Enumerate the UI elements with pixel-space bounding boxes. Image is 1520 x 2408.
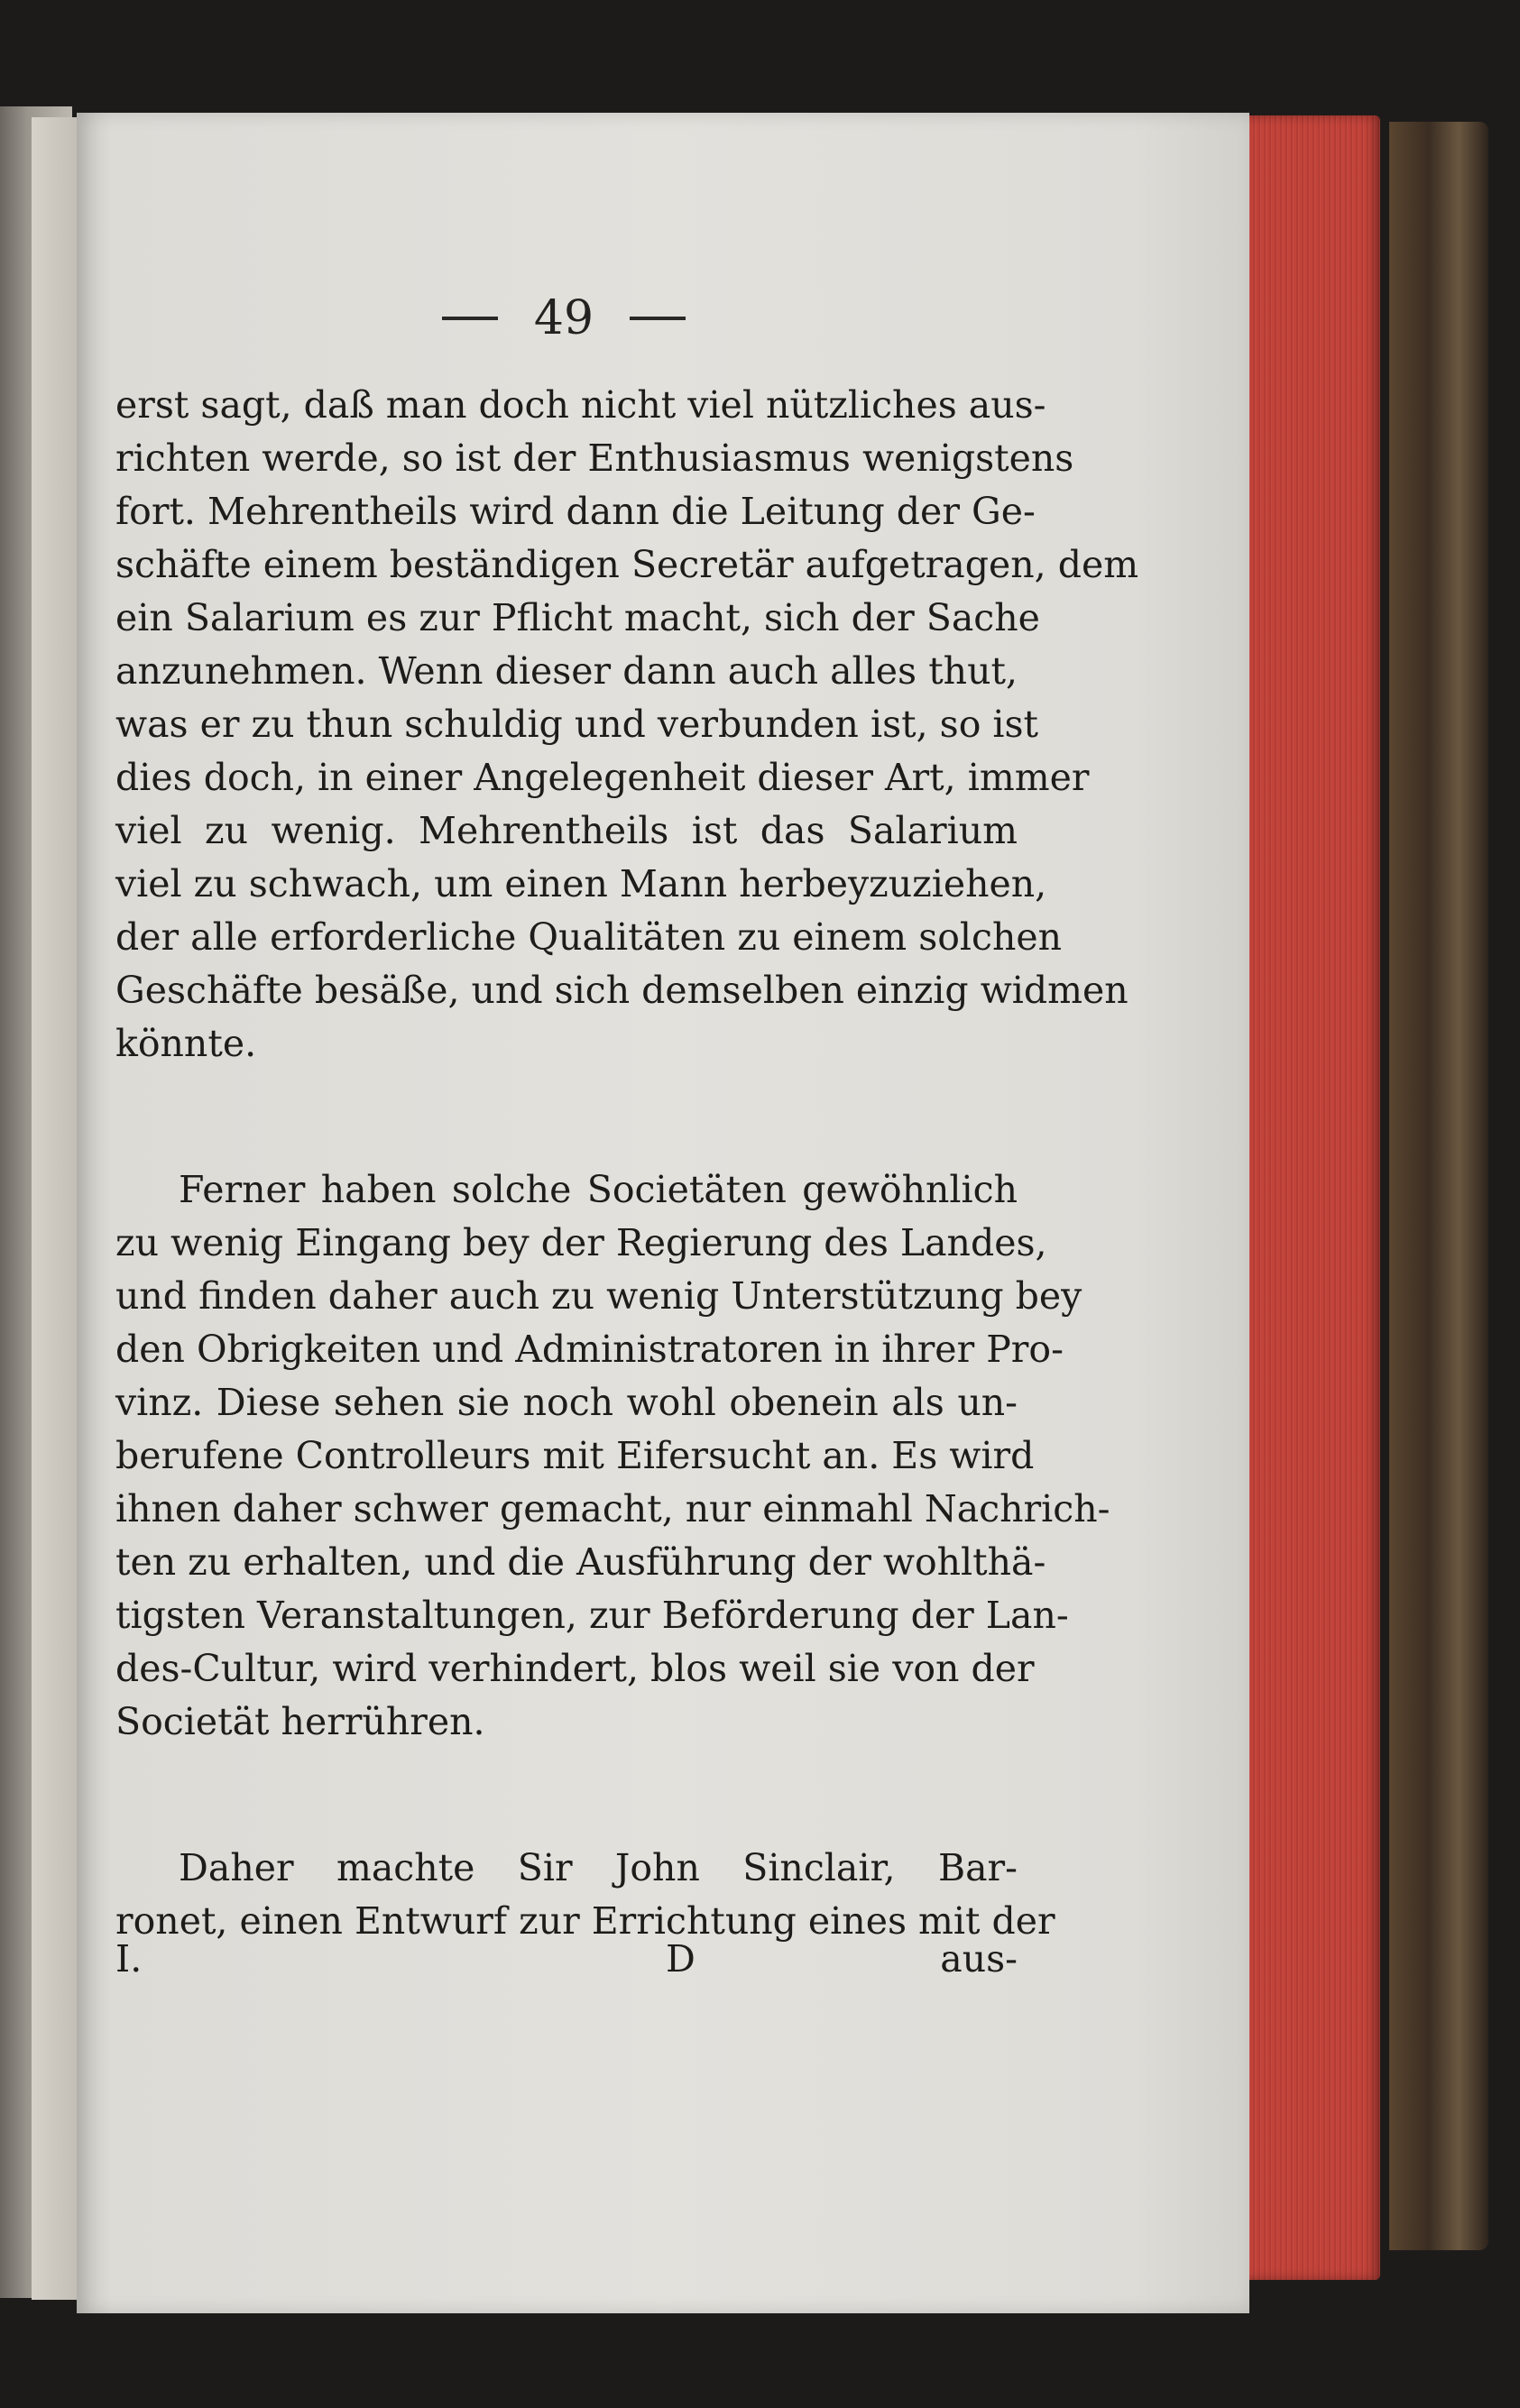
paragraph-3 <box>115 1842 1055 1948</box>
text-line: des-Cultur, wird verhindert, blos weil sie von der <box>115 1647 1035 1690</box>
text-line: was er zu thun schuldig und verbunden ist, so ist <box>115 703 1039 746</box>
signature-line <box>115 1937 1018 1991</box>
text-line: ronet, einen Entwurf zur Errichtung eines mit der <box>115 1899 1055 1943</box>
text-line: erst sagt, daß man doch nicht viel nützliches aus- <box>115 383 1046 427</box>
paragraph-gap <box>115 1749 1018 1842</box>
paragraph-gap <box>115 1071 1018 1163</box>
page-header <box>410 287 717 350</box>
text-line: ein Salarium es zur Pflicht macht, sich der Sache <box>115 596 1040 639</box>
text-line: Daher machte Sir John Sinclair, Bar- <box>179 1846 1018 1889</box>
book-cover-edge <box>1389 122 1488 2250</box>
text-line: der alle erforderliche Qualitäten zu einem solchen <box>115 915 1063 959</box>
text-line: zu wenig Eingang bey der Regierung des Landes, <box>115 1221 1047 1264</box>
left-page-sliver <box>32 117 77 2300</box>
text-line: fort. Mehrentheils wird dann die Leitung der Ge- <box>115 490 1036 533</box>
text-line: viel zu schwach, um einen Mann herbeyzuziehen, <box>115 862 1047 905</box>
text-line: dies doch, in einer Angelegenheit dieser Art, immer <box>115 756 1090 799</box>
volume-mark: I. <box>115 1937 143 1981</box>
page-number: 49 <box>533 291 594 345</box>
text-line: Societät herrühren. <box>115 1700 485 1743</box>
text-line: berufene Controlleurs mit Eifersucht an. Es wird <box>115 1434 1035 1477</box>
text-line: ihnen daher schwer gemacht, nur einmahl Nachrich- <box>115 1487 1110 1530</box>
text-line: könnte. <box>115 1022 257 1065</box>
text-line: Ferner haben solche Societäten gewöhnlich <box>179 1168 1018 1211</box>
text-line: tigsten Veranstaltungen, zur Beförderung der Lan- <box>115 1594 1069 1637</box>
text-line: anzunehmen. Wenn dieser dann auch alles thut, <box>115 649 1018 693</box>
text-line: schäfte einem beständigen Secretär aufgetragen, dem <box>115 543 1139 586</box>
body-text <box>115 379 1139 1948</box>
signature-mark: D <box>666 1937 696 1981</box>
text-line: den Obrigkeiten und Administratoren in ihrer Pro- <box>115 1328 1064 1371</box>
text-line: vinz. Diese sehen sie noch wohl obenein als un- <box>115 1381 1018 1424</box>
header-dash-right <box>630 317 686 320</box>
paragraph-1 <box>115 379 1139 1071</box>
red-page-edges <box>1245 115 1380 2280</box>
catchword: aus- <box>940 1937 1018 1981</box>
text-line: viel zu wenig. Mehrentheils ist das Salarium <box>115 809 1018 852</box>
text-line: ten zu erhalten, und die Ausführung der wohlthä- <box>115 1540 1046 1584</box>
text-line: Geschäfte besäße, und sich demselben einzig widmen <box>115 969 1128 1012</box>
text-line: und finden daher auch zu wenig Unterstützung bey <box>115 1274 1082 1318</box>
header-dash-left <box>442 317 498 320</box>
paragraph-2 <box>115 1163 1110 1749</box>
text-line: richten werde, so ist der Enthusiasmus wenigstens <box>115 437 1074 480</box>
